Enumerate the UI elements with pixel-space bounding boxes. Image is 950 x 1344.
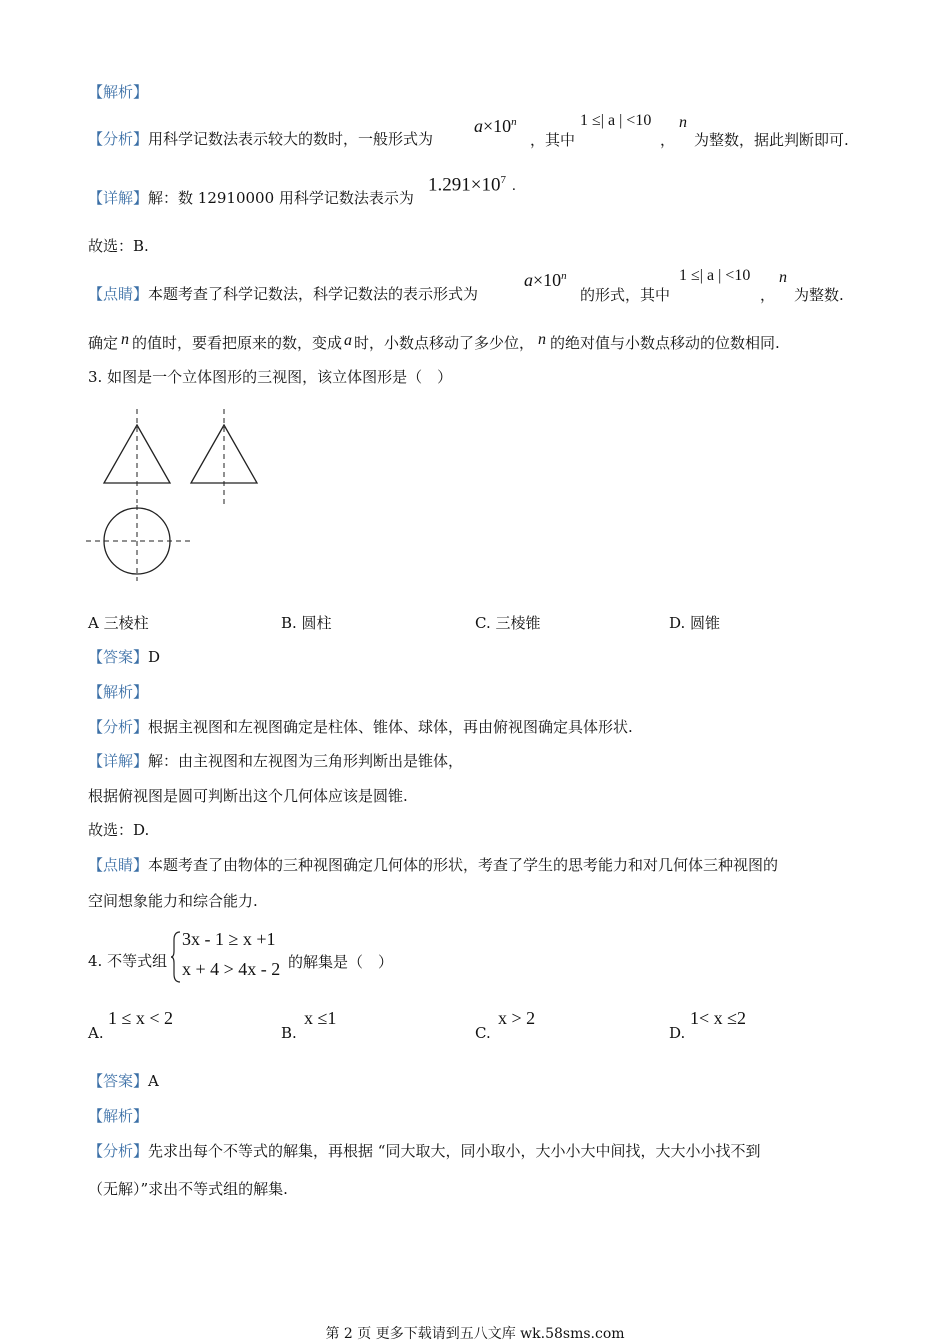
q2-fenxi-end: 为整数，据此判断即可. (694, 131, 849, 149)
q2-xiangjie-tag: 【详解】 (88, 189, 149, 207)
q4-option-c-expr[interactable]: x > 2 (498, 1008, 536, 1028)
q3-xiangjie-line: 【详解】解：由主视图和左视图为三角形判断出是锥体， (88, 752, 464, 770)
q2-fenxi-comma: ， (660, 131, 676, 149)
q2-guxuan: 故选：B. (88, 237, 149, 255)
q2-dianjing-range: 1 ≤| a | <10 (679, 267, 751, 284)
q2-dianjing-mid: 的形式，其中 (580, 286, 671, 304)
q4-prefix: 4. 不等式组 (88, 952, 168, 970)
q4-fenxi-line2: （无解）”求出不等式组的解集. (88, 1180, 288, 1198)
q2-dianjing-n: n (779, 269, 787, 286)
q2-xiangjie-line (88, 188, 414, 208)
q2-fenxi-range: 1 ≤| a | <10 (580, 112, 652, 129)
q2-fenxi-formula: $a\times 10^n$ (474, 116, 517, 136)
q4-option-a-label[interactable]: A. (88, 1024, 104, 1042)
q4-jiexi-heading: 【解析】 (88, 1107, 149, 1125)
q4-option-c-label[interactable]: C. (475, 1024, 491, 1042)
q2-dianjing-end: 为整数. (794, 286, 844, 304)
q4-option-a-expr[interactable]: 1 ≤ x < 2 (108, 1008, 174, 1028)
q2-dianjing-line2: 确定 n 的值时，要看把原来的数，变成 a 时，小数点移动了多少位， n 的绝对值与小数点移动的位数相同. (88, 331, 780, 352)
q3-option-c[interactable]: C. 三棱锥 (475, 614, 541, 632)
q3-dianjing-line2: 空间想象能力和综合能力. (88, 892, 258, 910)
q4-option-b-label[interactable]: B. (281, 1024, 297, 1042)
q3-guxuan: 故选：D. (88, 821, 150, 839)
q4-option-b-expr[interactable]: x ≤1 (304, 1008, 337, 1028)
q2-fenxi-line (88, 129, 433, 149)
q4-suffix: 的解集是（ ） (288, 953, 394, 971)
q4-option-d-label[interactable]: D. (669, 1024, 686, 1042)
q2-fenxi-mid: ，其中 (530, 131, 576, 149)
page-footer[interactable]: 第 2 页 更多下载请到五八文库 wk.58sms.com (325, 1326, 625, 1342)
q2-fenxi-text: 用科学记数法表示较大的数时，一般形式为 (148, 130, 434, 148)
q3-option-b[interactable]: B. 圆柱 (281, 614, 332, 632)
q2-fenxi-n: n (679, 114, 687, 131)
q3-answer: 【答案】D (88, 648, 161, 666)
q3-xiangjie-line2: 根据俯视图是圆可判断出这个几何体应该是圆锥. (88, 787, 408, 805)
q2-dianjing-line (88, 284, 478, 304)
q2-result: $1.291\times 10^7$ . (428, 174, 516, 196)
q4-fenxi-line: 【分析】先求出每个不等式的解集，再根据 “同大取大，同小取小，大小小大中间找，大大小小找不到 (88, 1142, 761, 1160)
q4-inequality-1: 3x - 1 ≥ x +1 (182, 929, 276, 949)
q2-dianjing-formula: $a\times 10^n$ (524, 270, 567, 290)
q3-fenxi-line: 【分析】根据主视图和左视图确定是柱体、锥体、球体，再由俯视图确定具体形状. (88, 718, 633, 736)
q2-dianjing-comma: ， (760, 286, 776, 304)
q2-dianjing-text: 本题考查了科学记数法，科学记数法的表示形式为 (148, 285, 479, 303)
q4-inequality-2: x + 4 > 4x - 2 (182, 959, 281, 979)
q3-dianjing-line: 【点睛】本题考查了由物体的三种视图确定几何体的形状，考查了学生的思考能力和对几何体三种视图的 (88, 856, 779, 874)
q2-dianjing-tag: 【点睛】 (88, 285, 149, 303)
q2-xiangjie-text: 解：数 12910000 用科学记数法表示为 (148, 189, 414, 207)
q3-option-d[interactable]: D. 圆锥 (669, 614, 721, 632)
q2-fenxi-tag: 【分析】 (88, 130, 149, 148)
q4-answer: 【答案】A (88, 1072, 159, 1090)
q3-jiexi-heading: 【解析】 (88, 683, 149, 701)
q4-option-d-expr[interactable]: 1< x ≤2 (690, 1008, 747, 1028)
q3-option-a[interactable]: A 三棱柱 (88, 614, 149, 632)
q2-jiexi-heading: 【解析】 (88, 83, 149, 101)
q3-question: 3. 如图是一个立体图形的三视图，该立体图形是（ ） (88, 368, 453, 386)
q4-brace (170, 930, 182, 984)
three-views-figure (80, 405, 280, 590)
